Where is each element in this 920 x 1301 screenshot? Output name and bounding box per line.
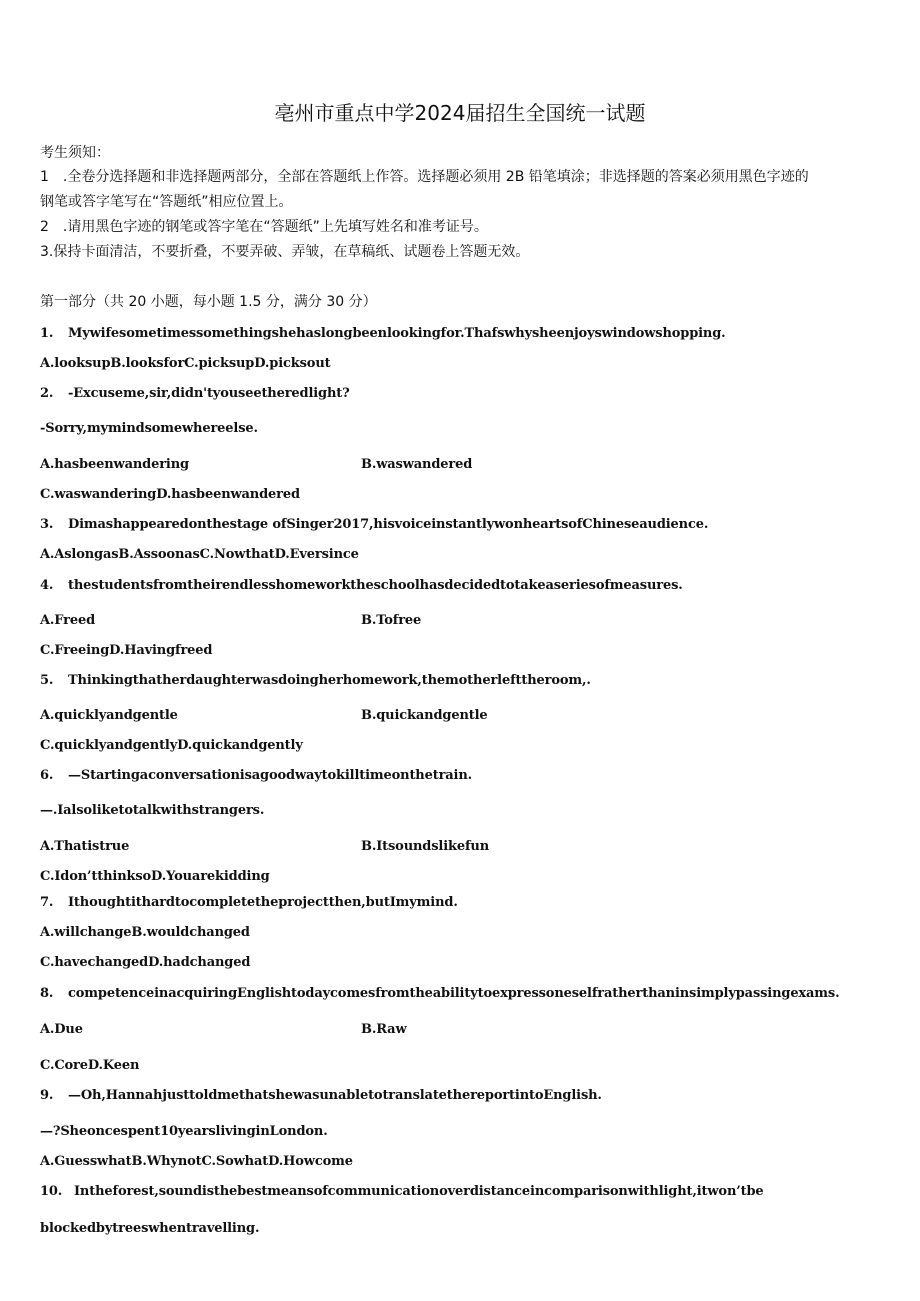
question-number: 6.: [40, 768, 54, 783]
question-stem: Thinkingthatherdaughterwasdoingherhomework,themotherlefttheroom,.: [68, 673, 591, 688]
option-4cd: C.FreeingD.Havingfreed: [40, 643, 213, 658]
notice-line-2: 2 .请用黑色字迹的钢笔或答字笔在“答题纸”上先填写姓名和准考证号。: [40, 219, 488, 235]
question-stem: —Startingaconversationisagoodwaytokilltimeonthetrain.: [68, 768, 473, 783]
question-stem: -Excuseme,sir,didn'tyouseetheredlight?: [68, 386, 350, 401]
question-number: 7.: [40, 895, 54, 910]
question-number: 4.: [40, 578, 54, 593]
notice-line-1a: 1 .全卷分选择题和非选择题两部分，全部在答题纸上作答。选择题必须用 2B 铅笔填涂；非选择题的答案必须用黑色字迹的: [40, 169, 809, 185]
question-6: [40, 768, 472, 783]
page-title: 亳州市重点中学2024届招生全国统一试题: [274, 101, 646, 125]
question-number: 8.: [40, 986, 54, 1001]
question-stem: Intheforest,soundisthebestmeansofcommunicationoverdistanceincomparisonwithlight,itwon’tbe: [74, 1184, 764, 1199]
question-number: 10.: [40, 1184, 63, 1199]
question-6-reply: —.Ialsoliketotalkwithstrangers.: [40, 803, 265, 818]
question-10-continued: blockedbytreeswhentravelling.: [40, 1221, 260, 1236]
option-2b: B.waswandered: [361, 457, 473, 472]
question-8: [40, 986, 839, 1001]
question-2: [40, 386, 350, 401]
option-6b: B.Itsoundslikefun: [361, 839, 490, 854]
options-9: A.GuesswhatB.WhynotC.SowhatD.Howcome: [40, 1154, 353, 1169]
question-3: [40, 517, 708, 532]
question-stem: Dimashappearedonthestage ofSinger2017,hisvoiceinstantlywonheartsofChineseaudience.: [68, 517, 709, 532]
question-number: 2.: [40, 386, 54, 401]
notice-line-3: 3.保持卡面清洁，不要折叠，不要弄破、弄皱，在草稿纸、试题卷上答题无效。: [40, 244, 530, 260]
option-5b: B.quickandgentle: [361, 708, 488, 723]
option-8cd: C.CoreD.Keen: [40, 1058, 140, 1073]
question-number: 3.: [40, 517, 54, 532]
question-10: [40, 1184, 764, 1199]
question-number: 9.: [40, 1088, 54, 1103]
question-stem: Ithoughtithardtocompletetheprojectthen,butImymind.: [68, 895, 458, 910]
question-1: [40, 326, 726, 341]
option-5a: A.quicklyandgentle: [40, 708, 178, 723]
question-stem: competenceinacquiringEnglishtodaycomesfromtheabilitytoexpressoneselfratherthaninsimplypassingexams.: [68, 986, 840, 1001]
question-number: 5.: [40, 673, 54, 688]
question-stem: thestudentsfromtheirendlesshomeworktheschoolhasdecidedtotakeaseriesofmeasures.: [68, 578, 683, 593]
notice-heading: 考生须知：: [40, 145, 110, 161]
question-7: [40, 895, 458, 910]
question-9-reply: —?Sheoncespent10yearslivinginLondon.: [40, 1124, 328, 1139]
option-4a: A.Freed: [40, 613, 96, 628]
question-4: [40, 578, 683, 593]
option-6a: A.Thatistrue: [40, 839, 130, 854]
question-stem: —Oh,HannahjusttoldmethatshewasunabletotranslatethereportintoEnglish.: [68, 1088, 602, 1103]
options-3: A.AslongasB.AssoonasC.NowthatD.Eversince: [40, 547, 359, 562]
option-5cd: C.quicklyandgentlyD.quickandgently: [40, 738, 303, 753]
question-5: [40, 673, 591, 688]
question-number: 1.: [40, 326, 54, 341]
options-1: A.looksupB.looksforC.picksupD.picksout: [40, 356, 331, 371]
option-2a: A.hasbeenwandering: [40, 457, 189, 472]
option-8b: B.Raw: [361, 1022, 407, 1037]
notice-line-1b: 钢笔或答字笔写在“答题纸”相应位置上。: [40, 194, 293, 210]
option-2cd: C.waswanderingD.hasbeenwandered: [40, 487, 300, 502]
option-4b: B.Tofree: [361, 613, 422, 628]
question-2-reply: -Sorry,mymindsomewhereelse.: [40, 421, 258, 436]
section-heading: 第一部分（共 20 小题，每小题 1.5 分，满分 30 分）: [40, 294, 377, 310]
option-7cd: C.havechangedD.hadchanged: [40, 955, 251, 970]
option-8a: A.Due: [40, 1022, 83, 1037]
option-7ab: A.willchangeB.wouldchanged: [40, 925, 250, 940]
option-6cd: C.Idon’tthinksoD.Youarekidding: [40, 869, 270, 884]
question-9: [40, 1088, 602, 1103]
question-stem: Mywifesometimessomethingshehaslongbeenlookingfor.Thafswhysheenjoyswindowshopping.: [68, 326, 726, 341]
